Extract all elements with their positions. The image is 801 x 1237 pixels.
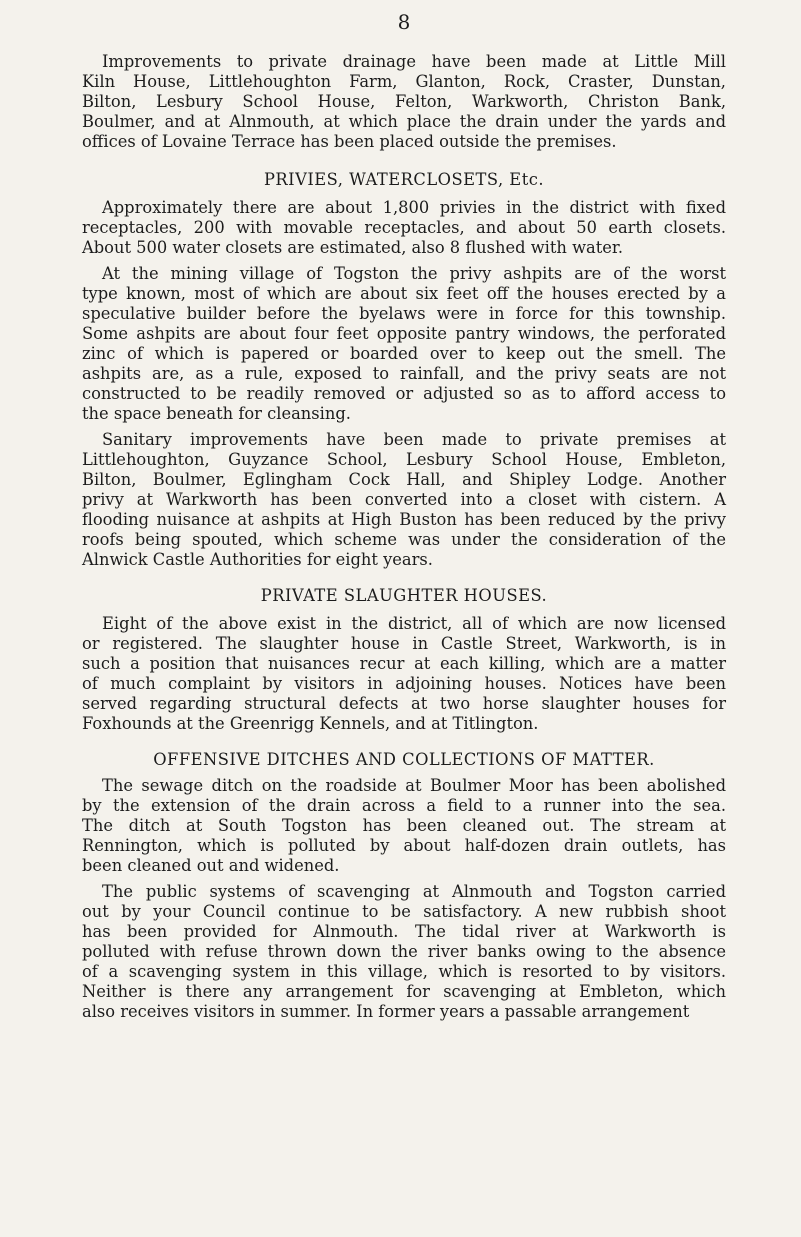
paragraph-line: such a position that nuisances recur at each killing, which are a matter [82,654,726,673]
paragraph-line: Alnwick Castle Authorities for eight years. [82,550,433,569]
paragraph-line: Kiln House, Littlehoughton Farm, Glanton, Rock, Craster, Dunstan, [82,72,726,91]
paragraph-line: the space beneath for cleansing. [82,404,351,423]
paragraph-line: Bilton, Lesbury School House, Felton, Warkworth, Christon Bank, [82,92,726,111]
paragraph-line: type known, most of which are about six feet off the houses erected by a [82,284,726,303]
paragraph-line: roofs being spouted, which scheme was under the consideration of the [82,530,726,549]
paragraph-line: Improvements to private drainage have been made at Little Mill [102,52,726,71]
paragraph-line: receptacles, 200 with movable receptacles, and about 50 earth closets. [82,218,726,237]
paragraph-line: been cleaned out and widened. [82,856,340,875]
paragraph-line: Foxhounds at the Greenrigg Kennels, and at Titlington. [82,714,539,733]
paragraph-line: Eight of the above exist in the district, all of which are now licensed [102,614,726,633]
paragraph-line: speculative builder before the byelaws were in force for this township. [82,304,726,323]
paragraph-line: At the mining village of Togston the privy ashpits are of the worst [102,264,726,283]
section-heading: OFFENSIVE DITCHES AND COLLECTIONS OF MATTER. [153,750,655,769]
paragraph-line: has been provided for Alnmouth. The tidal river at Warkworth is [82,922,726,941]
section-heading: PRIVATE SLAUGHTER HOUSES. [260,586,548,605]
section-heading: PRIVIES, WATERCLOSETS, Etc. [263,170,545,189]
paragraph-line: Sanitary improvements have been made to private premises at [102,430,726,449]
paragraph-line: Neither is there any arrangement for scavenging at Embleton, which [82,982,726,1001]
paragraph-line: Some ashpits are about four feet opposite pantry windows, the perforated [82,324,726,343]
paragraph-line: by the extension of the drain across a field to a runner into the sea. [82,796,726,815]
paragraph-line: The sewage ditch on the roadside at Boulmer Moor has been abolished [102,776,726,795]
paragraph-line: of much complaint by visitors in adjoining houses. Notices have been [82,674,726,693]
paragraph-line: offices of Lovaine Terrace has been placed outside the premises. [82,132,617,151]
paragraph-line: zinc of which is papered or boarded over to keep out the smell. The [82,344,726,363]
page-number: 8 [397,10,411,34]
paragraph-line: Bilton, Boulmer, Eglingham Cock Hall, and Shipley Lodge. Another [82,470,726,489]
paragraph-line: served regarding structural defects at two horse slaughter houses for [82,694,726,713]
paragraph-line: The public systems of scavenging at Alnmouth and Togston carried [102,882,726,901]
paragraph-line: ashpits are, as a rule, exposed to rainfall, and the privy seats are not [82,364,726,383]
paragraph-line: also receives visitors in summer. In former years a passable arrangement [82,1002,690,1021]
paragraph-line: privy at Warkworth has been converted into a closet with cistern. A [82,490,726,509]
paragraph-line: of a scavenging system in this village, which is resorted to by visitors. [82,962,726,981]
paragraph-line: Littlehoughton, Guyzance School, Lesbury School House, Embleton, [82,450,726,469]
paragraph-line: polluted with refuse thrown down the river banks owing to the absence [82,942,726,961]
paragraph-line: About 500 water closets are estimated, also 8 flushed with water. [82,238,624,257]
paragraph-line: out by your Council continue to be satisfactory. A new rubbish shoot [82,902,726,921]
paragraph-line: The ditch at South Togston has been cleaned out. The stream at [82,816,726,835]
paragraph-line: Approximately there are about 1,800 privies in the district with fixed [102,198,726,217]
paragraph-line: Rennington, which is polluted by about half-dozen drain outlets, has [82,836,726,855]
paragraph-line: or registered. The slaughter house in Castle Street, Warkworth, is in [82,634,726,653]
paragraph-line: constructed to be readily removed or adjusted so as to afford access to [82,384,726,403]
paragraph-line: Boulmer, and at Alnmouth, at which place the drain under the yards and [82,112,726,131]
paragraph-line: flooding nuisance at ashpits at High Buston has been reduced by the privy [82,510,726,529]
